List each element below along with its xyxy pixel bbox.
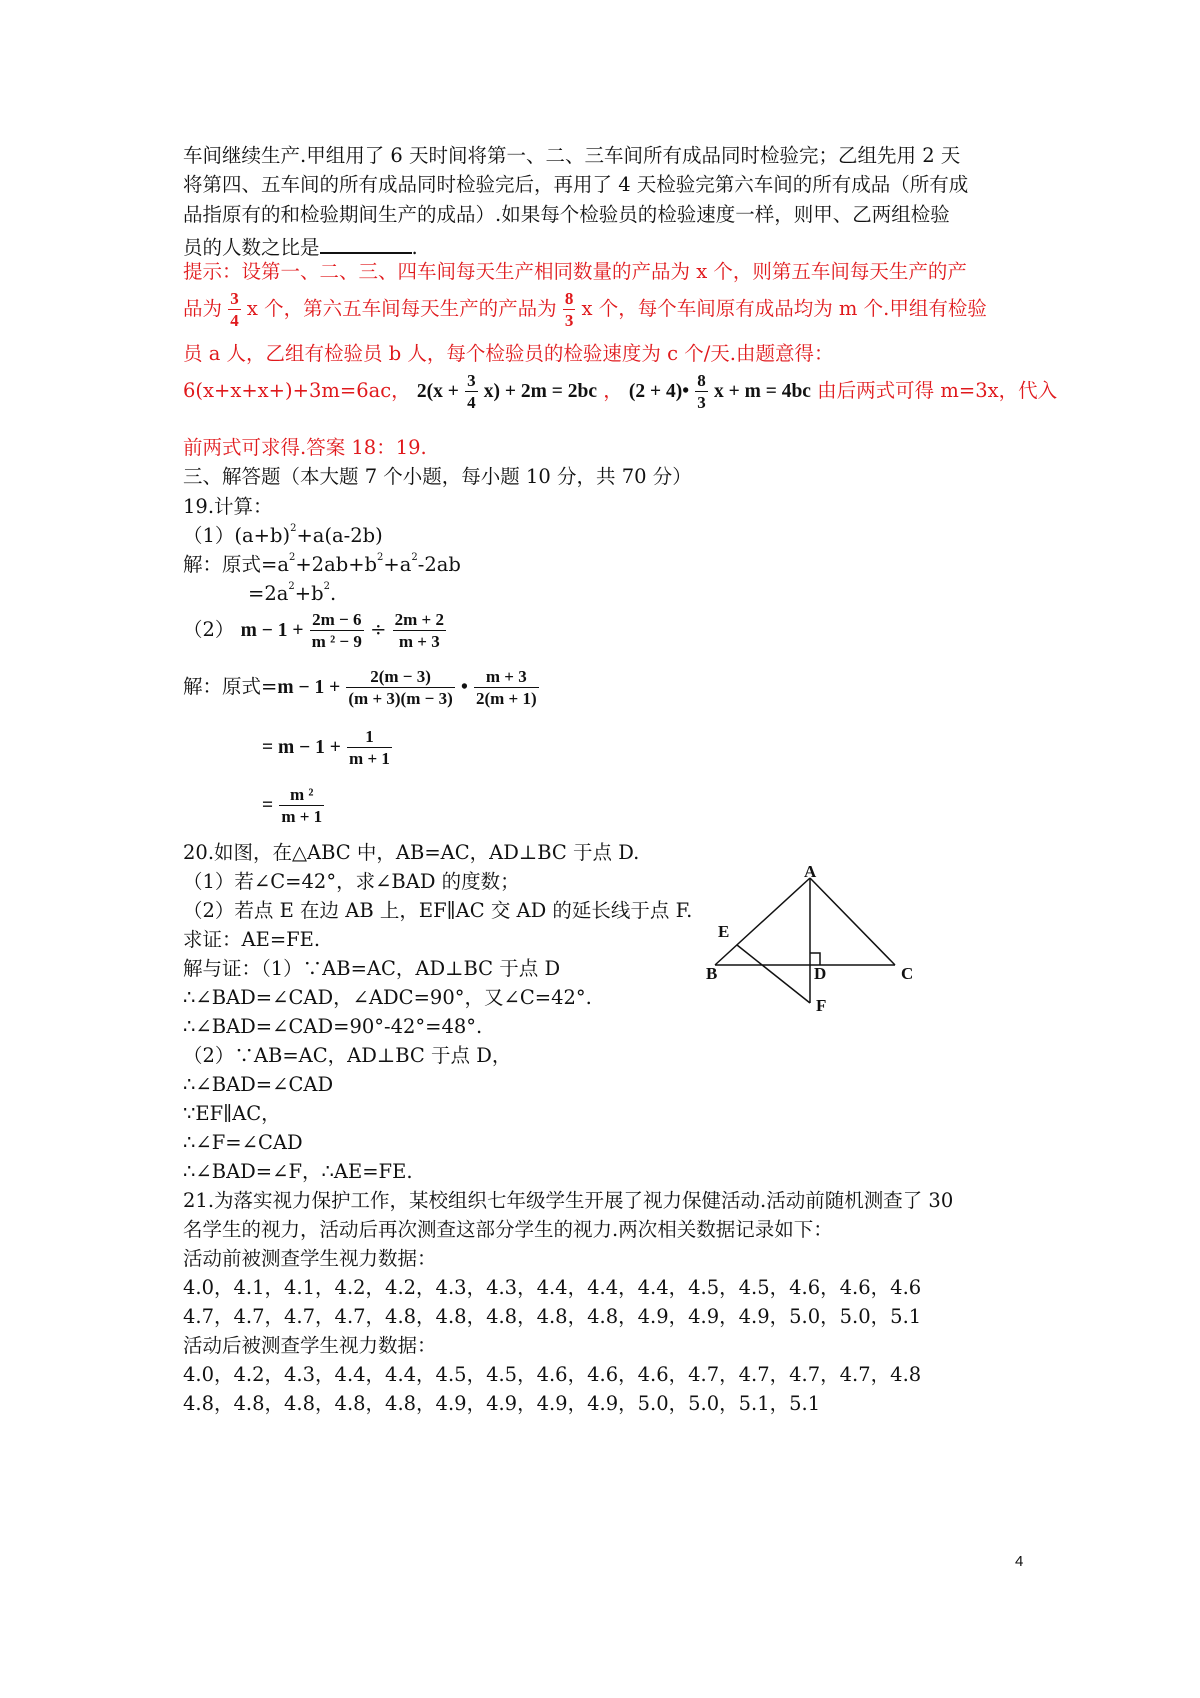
p19-title: 19.计算： [183, 495, 273, 518]
before-title: 活动前被测查学生视力数据： [183, 1247, 437, 1270]
p19-q2 [183, 611, 446, 650]
r2-term: = m − 1 + [262, 737, 341, 758]
hint-text: x 个，每个车间原有成品均为 m 个.甲组有检验 [581, 297, 987, 320]
frac-den: m + 1 [349, 749, 390, 768]
fraction-8-3 [563, 290, 576, 329]
section-heading: 三、解答题（本大题 7 个小题，每小题 10 分，共 70 分） [183, 465, 692, 488]
p18-question-text: 员的人数之比是 [183, 236, 320, 259]
frac-num: 1 [347, 728, 392, 748]
frac-den: (m + 3)(m − 3) [348, 689, 453, 708]
hint-eq3-right: x + m = 4bc [714, 381, 811, 402]
label-e: E [718, 922, 730, 941]
before-data-1: 4.0，4.1，4.1，4.2，4.2，4.3，4.3，4.4，4.4，4.4，4.5，4.5，4.6，4.6，4.6 [183, 1276, 922, 1299]
p18-line-3: 品指原有的和检验期间生产的成品）.如果每个检验员的检验速度一样，则甲、乙两组检验 [183, 203, 950, 226]
p20-line-7: ∴∠BAD=∠CAD=90°-42°=48°. [183, 1015, 483, 1038]
label-f: F [816, 996, 827, 1015]
r1-term: m − 1 + [277, 677, 341, 698]
hint-line-2 [183, 290, 987, 329]
fraction [346, 668, 454, 707]
frac-num: 8 [697, 371, 706, 390]
frac-num: 2m − 6 [310, 611, 364, 631]
frac-num: 8 [564, 289, 574, 308]
hint-eq2-left: 2(x + [416, 381, 459, 402]
hint-text: x 个，第六五车间每天生产的产品为 [246, 297, 557, 320]
frac-den: m + 3 [398, 632, 440, 651]
p20-line-1: 20.如图，在△ABC 中，AB=AC，AD⊥BC 于点 D. [183, 841, 640, 864]
p18-line-4 [183, 234, 418, 258]
frac-den: 3 [564, 311, 574, 330]
p20-line-2: （1）若∠C=42°，求∠BAD 的度数； [183, 870, 520, 893]
p19-r1 [183, 668, 539, 707]
frac-num: 2(m − 3) [346, 668, 454, 688]
triangle-figure [690, 870, 930, 1020]
p20-line-3: （2）若点 E 在边 AB 上，EF∥AC 交 AD 的延长线于点 F. [183, 899, 693, 922]
divide-sign: ÷ [370, 618, 387, 641]
label-c: C [901, 964, 914, 983]
dot-operator: • [460, 677, 468, 698]
frac-den: m ² − 9 [311, 632, 362, 651]
p21-line-1: 21.为落实视力保护工作，某校组织七年级学生开展了视力保健活动.活动前随机测查了 30 [183, 1189, 954, 1212]
frac-num: m + 3 [474, 668, 539, 688]
hint-eq3-left: (2 + 4)• [628, 381, 690, 402]
fraction [393, 611, 446, 650]
frac-den: 4 [467, 393, 476, 412]
sol-label: 解：原式= [183, 675, 278, 698]
label-b: B [706, 964, 718, 983]
p19-q1: $(1)(a+b)^2+a(a-2b)$ [183, 523, 383, 547]
p20-line-4: 求证：AE=FE. [183, 928, 321, 951]
after-data-2: 4.8，4.8，4.8，4.8，4.8，4.9，4.9，4.9，4.9，5.0，5.0，5.1，5.1 [183, 1392, 821, 1415]
page-number: 4 [1015, 1553, 1024, 1570]
p18-line-2: 将第四、五车间的所有成品同时检验完后，再用了 4 天检验完第六车间的所有成品（所有成 [183, 173, 969, 196]
hint-text: 品为 [183, 297, 223, 320]
q2-term: m − 1 + [240, 620, 304, 641]
fraction [279, 786, 324, 825]
hint-text: 由后两式可得 m=3x，代入 [817, 379, 1058, 402]
fraction-3-4 [228, 290, 241, 329]
label-a: A [804, 862, 817, 881]
frac-den: 4 [230, 311, 239, 330]
hint-sep: ， [603, 379, 623, 402]
p20-line-5: 解与证：（1）∵AB=AC，AD⊥BC 于点 D [183, 957, 561, 980]
segment-ac [810, 878, 895, 965]
fraction-3-4 [465, 372, 478, 411]
before-data-2: 4.7，4.7，4.7，4.7，4.8，4.8，4.8，4.8，4.8，4.9，4.9，4.9，5.0，5.0，5.1 [183, 1305, 922, 1328]
p20-line-6: ∴∠BAD=∠CAD，∠ADC=90°，又∠C=42°. [183, 986, 592, 1009]
p18-line-1: 车间继续生产.甲组用了 6 天时间将第一、二、三车间所有成品同时检验完；乙组先用 2 天 [183, 144, 961, 167]
p20-line-8: （2）∵AB=AC，AD⊥BC 于点 D， [183, 1044, 512, 1067]
p19-s1: 解：原式$=a^2+2ab+b^2+a^2-2ab$ [183, 552, 461, 576]
frac-den: m + 1 [281, 807, 323, 826]
p21-line-2: 名学生的视力，活动后再次测查这部分学生的视力.两次相关数据记录如下： [183, 1218, 833, 1241]
fraction-8-3 [695, 372, 708, 411]
p20-line-11: ∴∠F=∠CAD [183, 1131, 303, 1154]
hint-line-4 [183, 372, 1057, 411]
after-data-1: 4.0，4.2，4.3，4.4，4.4，4.5，4.5，4.6，4.6，4.6，4.7，4.7，4.7，4.7，4.8 [183, 1363, 922, 1386]
frac-den: 2(m + 1) [475, 689, 537, 708]
frac-num: 3 [230, 289, 239, 308]
hint-line-3: 员 a 人，乙组有检验员 b 人，每个检验员的检验速度为 c 个/天.由题意得： [183, 342, 834, 365]
hint-eq2-right: x) + 2m = 2bc [483, 381, 597, 402]
frac-num: 2m + 2 [394, 610, 444, 629]
answer-blank [320, 234, 412, 254]
fraction [347, 728, 392, 767]
frac-den: 3 [697, 393, 706, 412]
p19-r2 [262, 728, 392, 767]
segment-ef [737, 945, 810, 1003]
p19-s2: $=2a^2+b^2$. [248, 581, 337, 605]
p20-line-12: ∴∠BAD=∠F，∴AE=FE. [183, 1160, 413, 1183]
p20-line-10: ∵EF∥AC， [183, 1102, 281, 1125]
hint-equation-1: 6(x+x+x+)+3m=6ac， [183, 379, 411, 402]
fraction [474, 668, 539, 707]
p19-r3 [262, 786, 324, 825]
frac-num: 3 [467, 371, 476, 390]
hint-line-1: 提示：设第一、二、三、四车间每天生产相同数量的产品为 x 个，则第五车间每天生产的产 [183, 260, 967, 283]
fraction [310, 611, 364, 650]
label-d: D [814, 964, 827, 983]
hint-line-5: 前两式可求得.答案 18：19. [183, 436, 427, 459]
frac-num: m ² [279, 786, 324, 806]
after-title: 活动后被测查学生视力数据： [183, 1334, 437, 1357]
q2-label: （2） [183, 618, 235, 641]
r3-term: = [262, 795, 274, 816]
p20-line-9: ∴∠BAD=∠CAD [183, 1073, 334, 1096]
p18-period: . [411, 236, 418, 259]
